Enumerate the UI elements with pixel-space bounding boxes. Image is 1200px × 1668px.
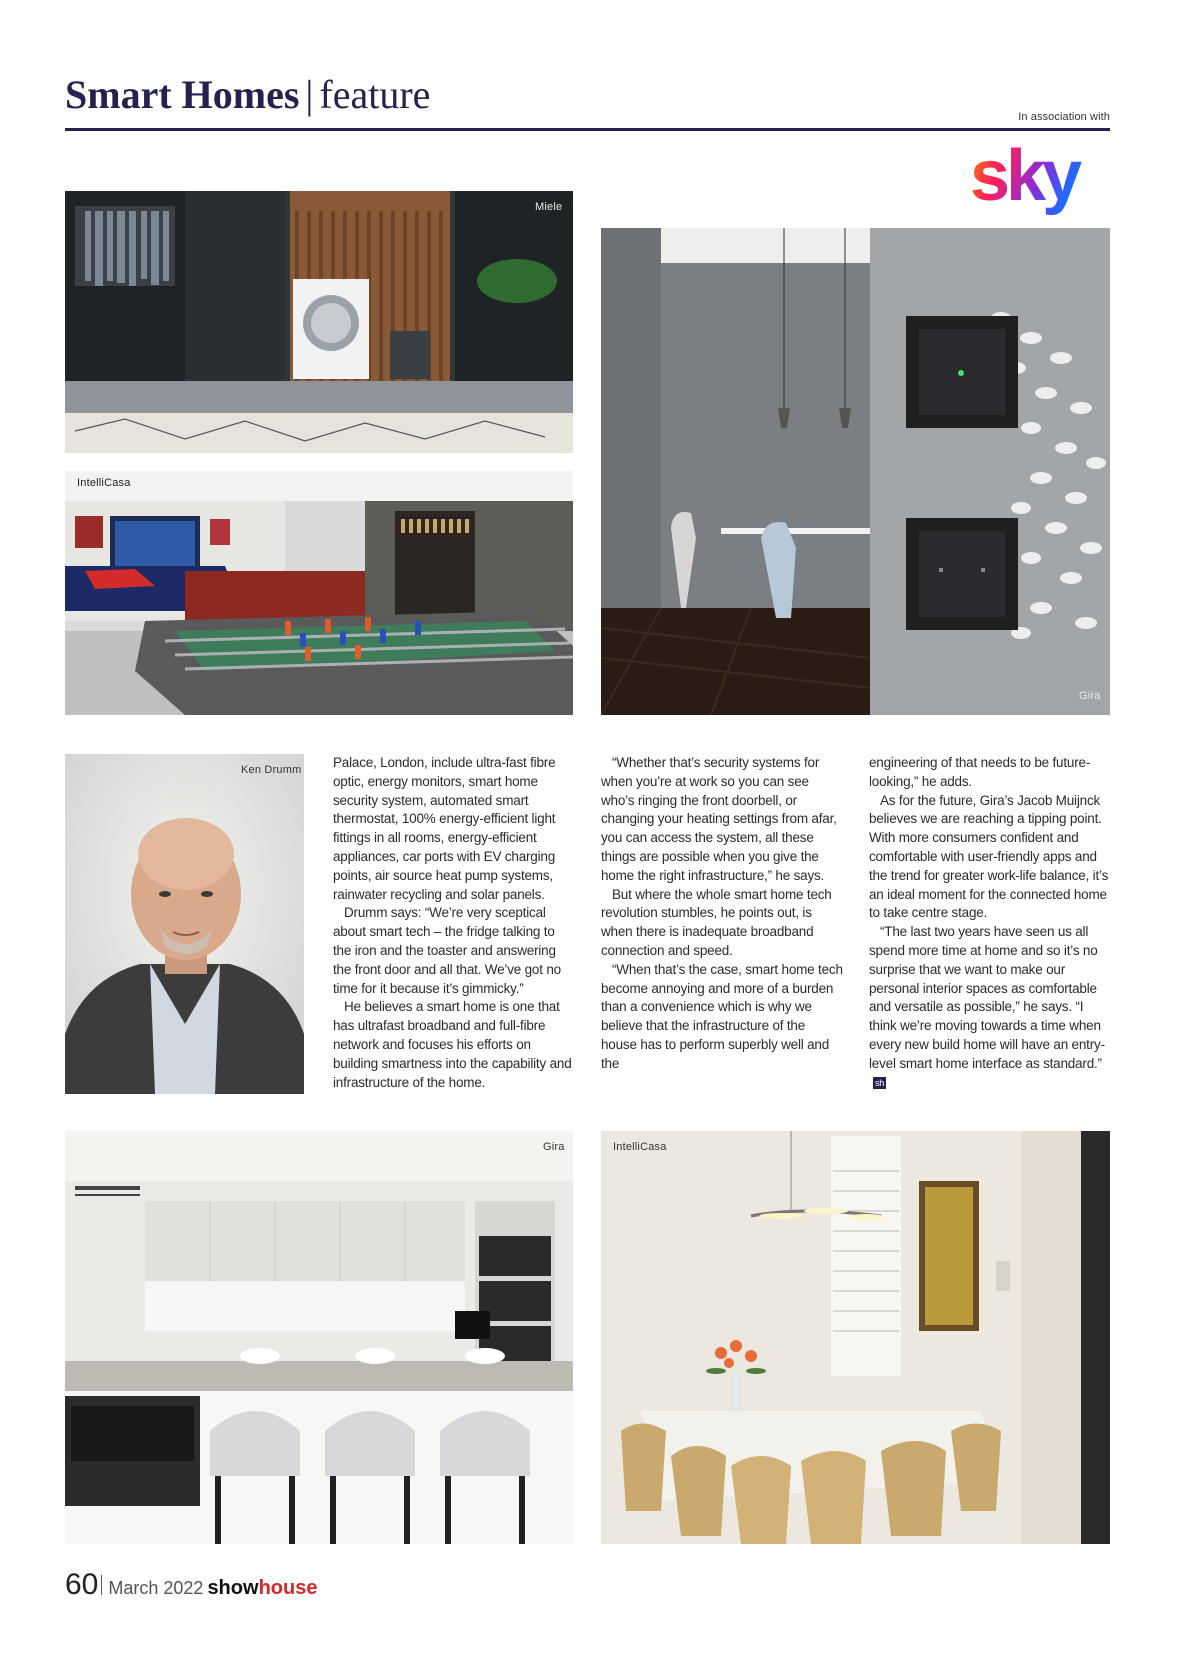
section-name: Smart Homes (65, 72, 300, 117)
section-title (65, 70, 430, 120)
brand-name-color: house (258, 1577, 318, 1599)
paragraph: Palace, London, include ultra-fast fibre optic, energy monitors, smart home security system, automated smart thermostat, 100% energy-efficient light fittings in all rooms, energy-efficient appliances, car ports with EV charging points, air source heat pump systems, rainwater recycling and solar panels. (333, 755, 556, 902)
article-column-2 (601, 754, 843, 1074)
paragraph: Drumm says: “We’re very sceptical about smart tech – the fridge talking to the iron and the toaster and answering the front door and all that. We’ve got no time for it because it’s gimmicky.” (333, 905, 561, 996)
brand-name-bold: show (207, 1577, 259, 1599)
photo-credit-games-room: IntelliCasa (77, 477, 131, 489)
page-footer (65, 1568, 317, 1602)
sky-logo (970, 140, 1110, 220)
title-separator: | (305, 72, 314, 117)
paragraph: “When that’s the case, smart home tech become annoying and more of a burden than a convenience which is why we believe that the infrastructure of the house has to perform superbly well and the (601, 961, 843, 1071)
paragraph-text: “The last two years have seen us all spend more time at home and so it’s no surprise that we want to make our personal interior spaces as comfortable and versatile as possible,” he says. “I think we’re moving towards a time when every new build home will have an entry-level smart home interface as standard.” (869, 924, 1105, 1071)
paragraph: He believes a smart home is one that has ultrafast broadband and full-fibre network and focuses his efforts on building smartness into the capability and infrastructure of the home. (333, 999, 572, 1090)
paragraph: As for the future, Gira’s Jacob Muijnck believes we are reaching a tipping point. With more consumers confident and comfortable with user-friendly apps and the trend for greater work-life balance, it’s an ideal moment for the connected home to take centre stage. (869, 792, 1109, 921)
paragraph: But where the whole smart home tech revolution stumbles, he points out, is when there is inadequate broadband connection and speed. (601, 886, 832, 958)
sky-logo-text: sky (970, 140, 1079, 216)
paragraph (869, 923, 1111, 1092)
issue-date: March 2022 (108, 1578, 204, 1598)
photo-games-room (65, 471, 573, 715)
photo-credit-portrait: Ken Drumm (241, 764, 302, 776)
article-column-3 (869, 754, 1111, 1092)
photo-credit-dining-switches: Gira (1079, 690, 1101, 702)
header-rule (65, 128, 1110, 131)
photo-credit-laundry: Miele (535, 201, 563, 213)
photo-credit-kitchen: Gira (543, 1141, 565, 1153)
photo-kitchen (65, 1131, 573, 1544)
article-column-1 (333, 754, 575, 1092)
photo-laundry (65, 191, 573, 453)
paragraph: “Whether that’s security systems for when you’re at work so you can see who’s ringing the front doorbell, or changing your heating settings from afar, you can access the system, all these things are possible when you give the home the right infrastructure,” he says. (601, 755, 837, 883)
paragraph: engineering of that needs to be future-looking,” he adds. (869, 755, 1091, 789)
end-mark: sh (875, 1077, 885, 1088)
photo-dining-switches (601, 228, 1110, 715)
association-label: In association with (1018, 111, 1110, 123)
photo-credit-dining-room: IntelliCasa (613, 1141, 667, 1153)
section-subtitle: feature (319, 72, 431, 117)
page-number: 60 (65, 1568, 99, 1601)
footer-divider (101, 1575, 102, 1595)
portrait-photo (65, 754, 304, 1094)
photo-dining-room (601, 1131, 1110, 1544)
